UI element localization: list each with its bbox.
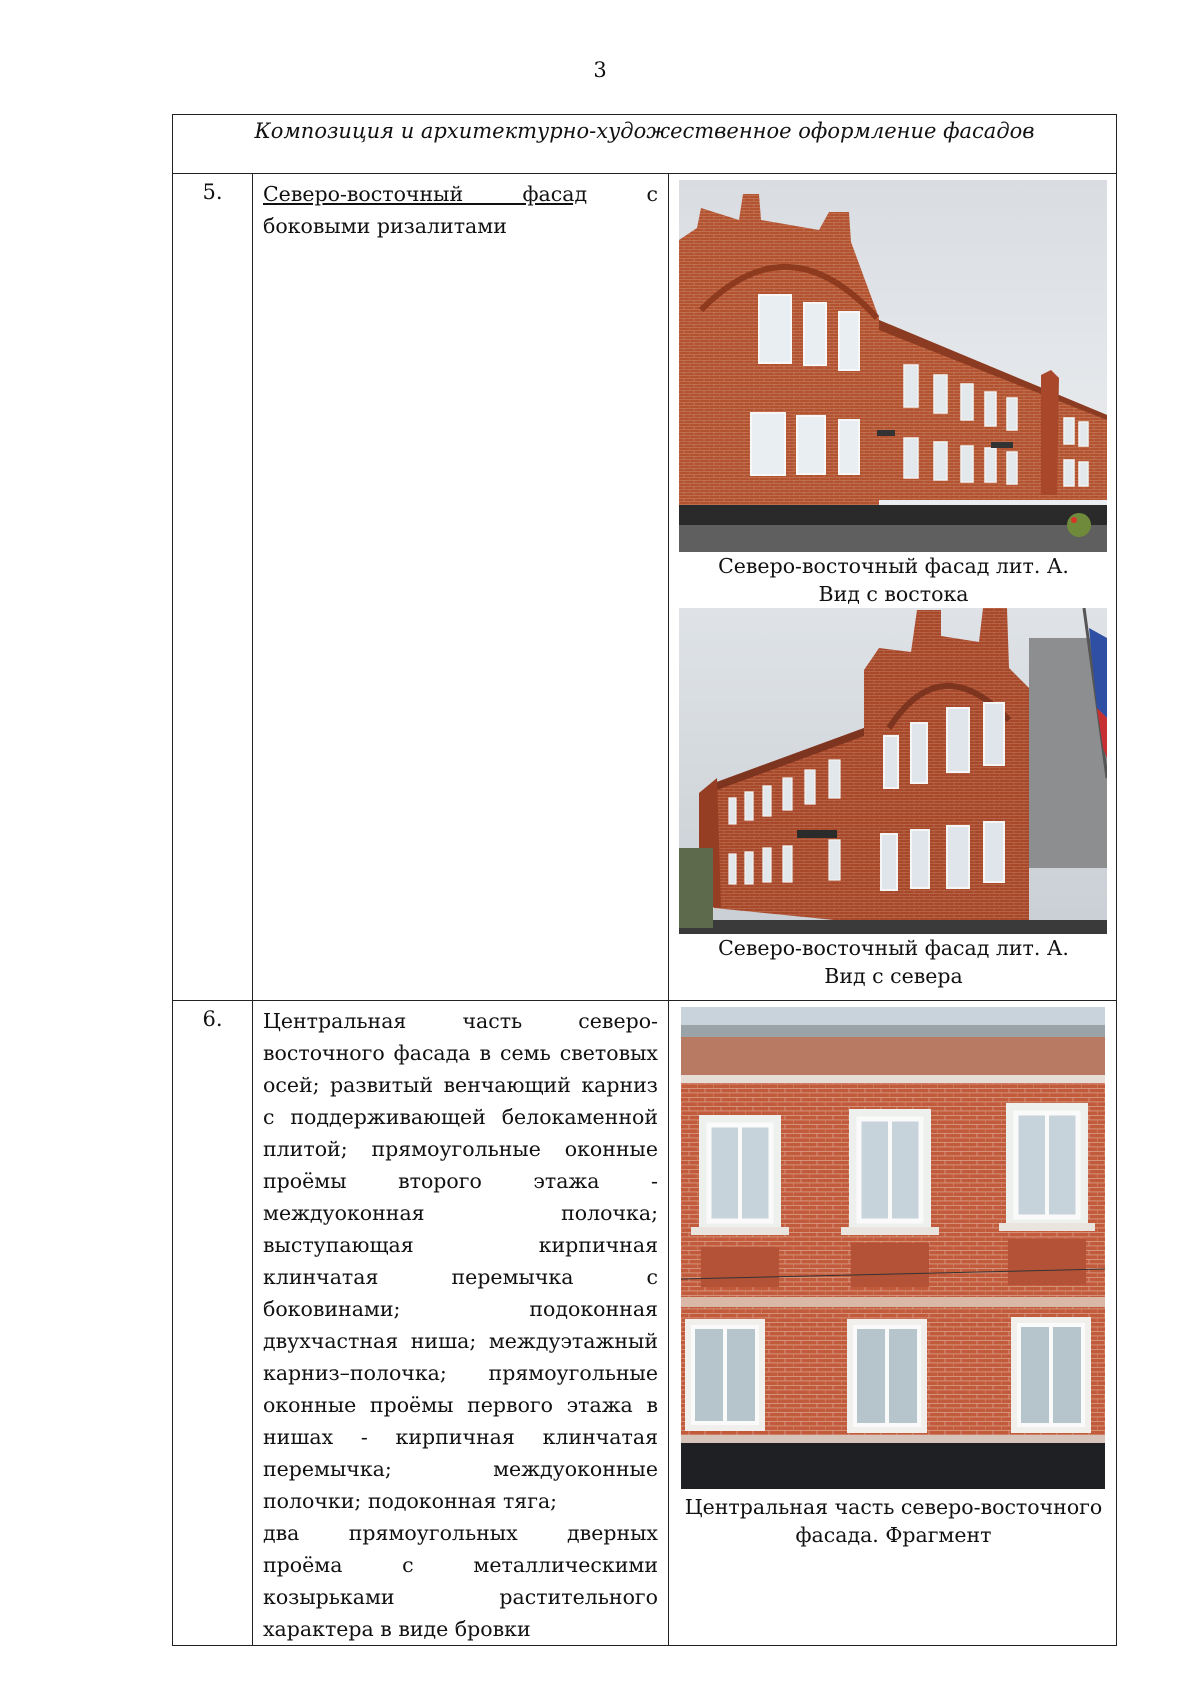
central-facade-fragment-photo xyxy=(679,1007,1107,1489)
row-number: 6. xyxy=(173,1001,253,1646)
facade-east-view-photo xyxy=(679,180,1107,552)
row-photos xyxy=(669,1001,1117,1646)
caption-line: Вид с севера xyxy=(824,964,963,988)
row-photos xyxy=(669,174,1117,1001)
description-text: Центральная часть северо-восточного фасада в семь световых осей; развитый венчающий карниз с поддерживающей белокаменной плитой; прямоугольные оконные проёмы второго этажа - междуоконная полочка; выступающая кирпичная клинчатая перемычка с боковинами; подоконная двухчастная ниша; междуэтажный карниз–полочка; прямоугольные оконные проёмы первого этажа в нишах - кирпичная клинчатая перемычка; междуоконные полочки; подоконная тяга; xyxy=(263,1009,658,1513)
description-underlined: Северо-восточный фасад xyxy=(263,182,588,206)
photo-caption xyxy=(679,1493,1108,1549)
caption-line: Центральная часть северо-восточного xyxy=(684,1495,1103,1519)
row-number: 5. xyxy=(173,174,253,1001)
caption-line: Северо-восточный фасад лит. А. xyxy=(718,554,1069,578)
row-description xyxy=(253,1001,669,1646)
table-row xyxy=(173,1001,1117,1646)
page-number: 3 xyxy=(593,58,607,82)
row-description xyxy=(253,174,669,1001)
caption-line: Вид с востока xyxy=(818,582,969,606)
table-header-row xyxy=(173,115,1117,174)
section-heading: Композиция и архитектурно-художественное оформление фасадов xyxy=(173,115,1117,174)
table-row xyxy=(173,174,1117,1001)
photo-caption xyxy=(679,552,1108,608)
photo-caption xyxy=(679,934,1108,990)
facade-north-view-photo xyxy=(679,608,1107,934)
caption-line: Северо-восточный фасад лит. А. xyxy=(718,936,1069,960)
description-text: два прямоугольных дверных проёма с металлическими козырьками растительного характера в виде бровки xyxy=(263,1521,658,1641)
caption-line: фасада. Фрагмент xyxy=(795,1523,992,1547)
description-text: с боковыми ризалитами xyxy=(263,182,658,238)
facade-table xyxy=(172,114,1117,1646)
